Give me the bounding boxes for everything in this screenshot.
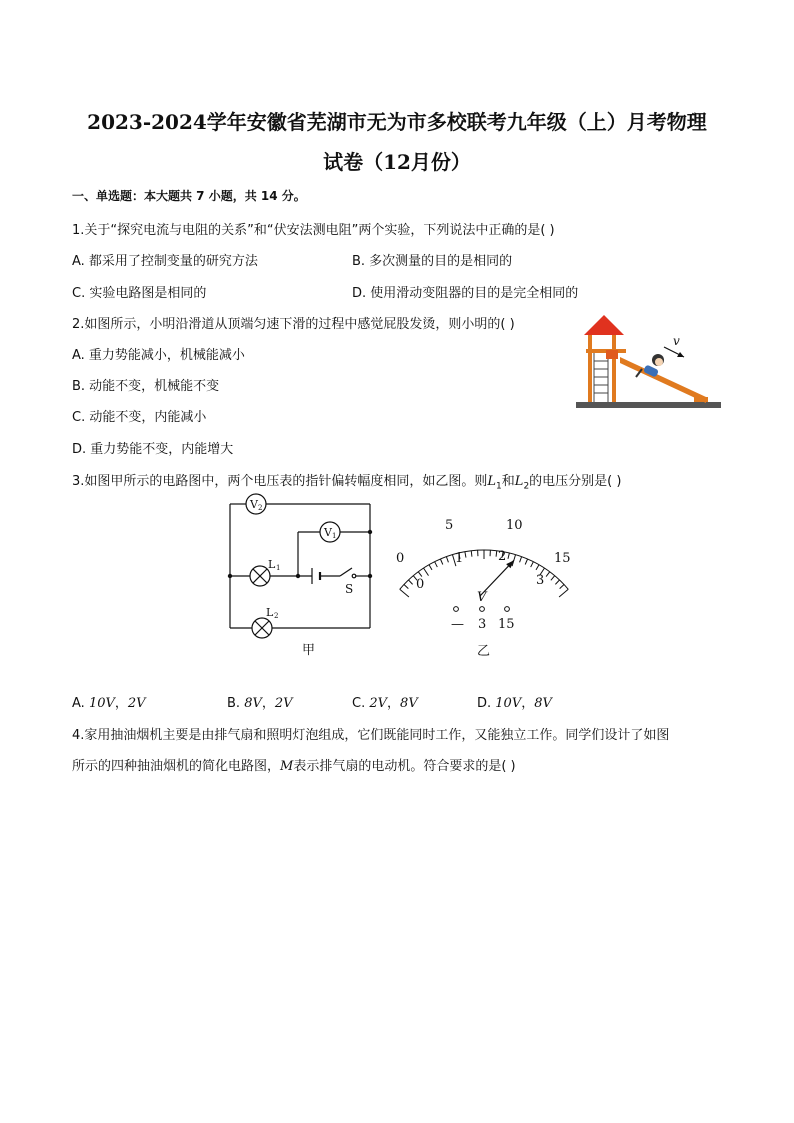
q3-c-sep: ， — [387, 696, 401, 711]
q3-c-v2: 8 — [400, 696, 409, 711]
dial-tick — [424, 568, 429, 576]
slide-end — [694, 397, 708, 402]
outer-label-15: 15 — [554, 551, 571, 566]
q3-b-unit2: V — [283, 696, 293, 711]
q3-l2-symbol: L — [514, 474, 524, 489]
l1-subscript: 1 — [276, 564, 281, 572]
q3-option-c — [352, 692, 418, 711]
q3-stem — [72, 470, 621, 492]
ladder — [594, 353, 608, 402]
dial-tick — [520, 557, 522, 563]
q3-c-unit1: V — [377, 696, 388, 711]
circuit-diagram — [222, 492, 382, 657]
q2-option-a: A. 重力势能减小，机械能减小 — [72, 348, 245, 363]
section-heading: 一、单选题：本大题共 7 小题，共 14 分。 — [72, 189, 306, 203]
q3-c-unit2: V — [408, 696, 418, 711]
q1-option-d: D. 使用滑动变阻器的目的是完全相同的 — [352, 286, 579, 301]
q1-option-c: C. 实验电路图是相同的 — [72, 286, 207, 301]
slide-chute — [620, 357, 706, 403]
switch-label: S — [345, 582, 354, 596]
dial-tick — [429, 565, 432, 570]
dial-tick — [559, 589, 568, 597]
q4-line2-pre: 所示的四种抽油烟机的简化电路图， — [72, 759, 281, 774]
terminal-minus: — — [451, 617, 464, 632]
dial-tick — [546, 572, 550, 577]
dial-tick — [471, 551, 472, 557]
switch — [340, 568, 356, 578]
dial-tick — [525, 559, 527, 565]
q3-d-v2: 8 — [534, 696, 543, 711]
inner-label-3: 3 — [536, 573, 545, 588]
junction-dots — [228, 530, 372, 578]
meter-unit: V — [477, 590, 487, 605]
inner-label-0: 0 — [416, 577, 425, 592]
terminal-15: 15 — [498, 617, 515, 632]
v2-label: V — [250, 498, 258, 511]
v1-label: V — [324, 526, 332, 539]
dial-tick — [446, 557, 448, 563]
dial-tick — [435, 562, 438, 567]
battery — [312, 568, 320, 584]
l2-subscript: 2 — [274, 612, 279, 620]
q3-l1-symbol: L — [487, 474, 497, 489]
dial-tick — [536, 565, 539, 570]
dial-tick — [560, 585, 564, 589]
q4-stem-line2 — [72, 755, 516, 774]
q3-option-d — [477, 692, 552, 711]
dial-tick — [508, 553, 509, 559]
q2-stem: 2.如图所示，小明沿滑道从顶端匀速下滑的过程中感觉屁股发烫，则小明的( ) — [72, 317, 515, 332]
velocity-label: v — [673, 334, 680, 348]
slide-figure — [576, 313, 726, 413]
q2-option-d: D. 重力势能不变，内能增大 — [72, 442, 234, 457]
inner-label-2: 2 — [498, 549, 507, 564]
q3-d-sep: ， — [521, 696, 535, 711]
exam-title-line1: 2023-2024学年安徽省芜湖市无为市多校联考九年级（上）月考物理 — [87, 110, 707, 134]
outer-label-10: 10 — [506, 518, 523, 533]
q3-c-letter: C. — [352, 696, 370, 711]
q2-option-c: C. 动能不变，内能减小 — [72, 410, 207, 425]
outer-label-5: 5 — [445, 518, 454, 533]
q3-d-unit2: V — [542, 696, 552, 711]
q1-stem: 1.关于“探究电流与电阻的关系”和“伏安法测电阻”两个实验，下列说法中正确的是( ) — [72, 223, 555, 238]
q4-motor-symbol: M — [280, 759, 294, 774]
outer-label-0: 0 — [396, 551, 405, 566]
q3-a-letter: A. — [72, 696, 89, 711]
dial-tick — [418, 572, 422, 577]
tower-roof — [584, 315, 624, 335]
q1-option-a: A. 都采用了控制变量的研究方法 — [72, 254, 258, 269]
dial-tick — [531, 562, 534, 567]
circuit-caption: 甲 — [302, 643, 316, 658]
ground — [576, 402, 721, 408]
q3-b-v1: 8 — [244, 696, 253, 711]
tower-post-left — [588, 335, 592, 402]
dial-tick — [496, 551, 497, 557]
dial-tick — [555, 580, 559, 584]
v1-subscript: 1 — [332, 532, 337, 540]
voltmeter-dial — [388, 510, 588, 680]
q3-d-letter: D. — [477, 696, 496, 711]
dial-tick — [440, 559, 442, 565]
q3-c-v1: 2 — [369, 696, 378, 711]
dial-tick — [400, 589, 409, 597]
q3-l2-subscript: 2 — [523, 481, 530, 492]
l2-label: L — [266, 606, 274, 619]
q3-option-a — [72, 692, 146, 711]
q3-d-unit1: V — [511, 696, 522, 711]
l1-label: L — [268, 558, 276, 571]
q2-option-b: B. 动能不变，机械能不变 — [72, 379, 220, 394]
q3-a-sep: ， — [114, 696, 128, 711]
dial-tick — [551, 576, 555, 581]
q1-option-b: B. 多次测量的目的是相同的 — [352, 254, 513, 269]
lamp-l1 — [250, 566, 270, 586]
q4-line2-post: 表示排气扇的电动机。符合要求的是( ) — [293, 759, 516, 774]
child-figure — [636, 354, 664, 378]
q3-b-unit1: V — [252, 696, 262, 711]
q3-b-v2: 2 — [274, 696, 284, 711]
q3-l1-subscript: 1 — [496, 481, 502, 492]
q3-stem-pre: 3.如图甲所示的电路图中，两个电压表的指针偏转幅度相同，如乙图。则 — [72, 474, 488, 489]
slide-box — [606, 350, 618, 359]
q3-a-unit2: V — [136, 696, 146, 711]
q3-a-unit1: V — [105, 696, 115, 711]
lamp-l2 — [252, 618, 272, 638]
v2-subscript: 2 — [258, 504, 263, 512]
dial-tick — [465, 552, 466, 558]
dial-tick — [404, 585, 408, 589]
q3-d-v1: 10 — [495, 696, 512, 711]
q3-stem-post: 的电压分别是( ) — [529, 474, 622, 489]
exam-title-line2: 试卷（12月份） — [323, 150, 471, 174]
terminal-3: 3 — [478, 617, 487, 632]
q4-stem-line1: 4.家用抽油烟机主要是由排气扇和照明灯泡组成，它们既能同时工作，又能独立工作。同学们设计了如图 — [72, 728, 670, 743]
tower-post-right — [612, 335, 616, 402]
q3-a-v1: 10 — [88, 696, 106, 711]
meter-terminals — [454, 607, 510, 612]
dial-tick — [409, 580, 413, 584]
q3-option-b — [227, 692, 293, 711]
q3-b-sep: ， — [261, 696, 275, 711]
q3-and: 和 — [501, 474, 515, 489]
q3-a-v2: 2 — [127, 696, 137, 711]
q3-b-letter: B. — [227, 696, 245, 711]
inner-label-1: 1 — [455, 551, 464, 566]
meter-caption: 乙 — [477, 644, 491, 659]
